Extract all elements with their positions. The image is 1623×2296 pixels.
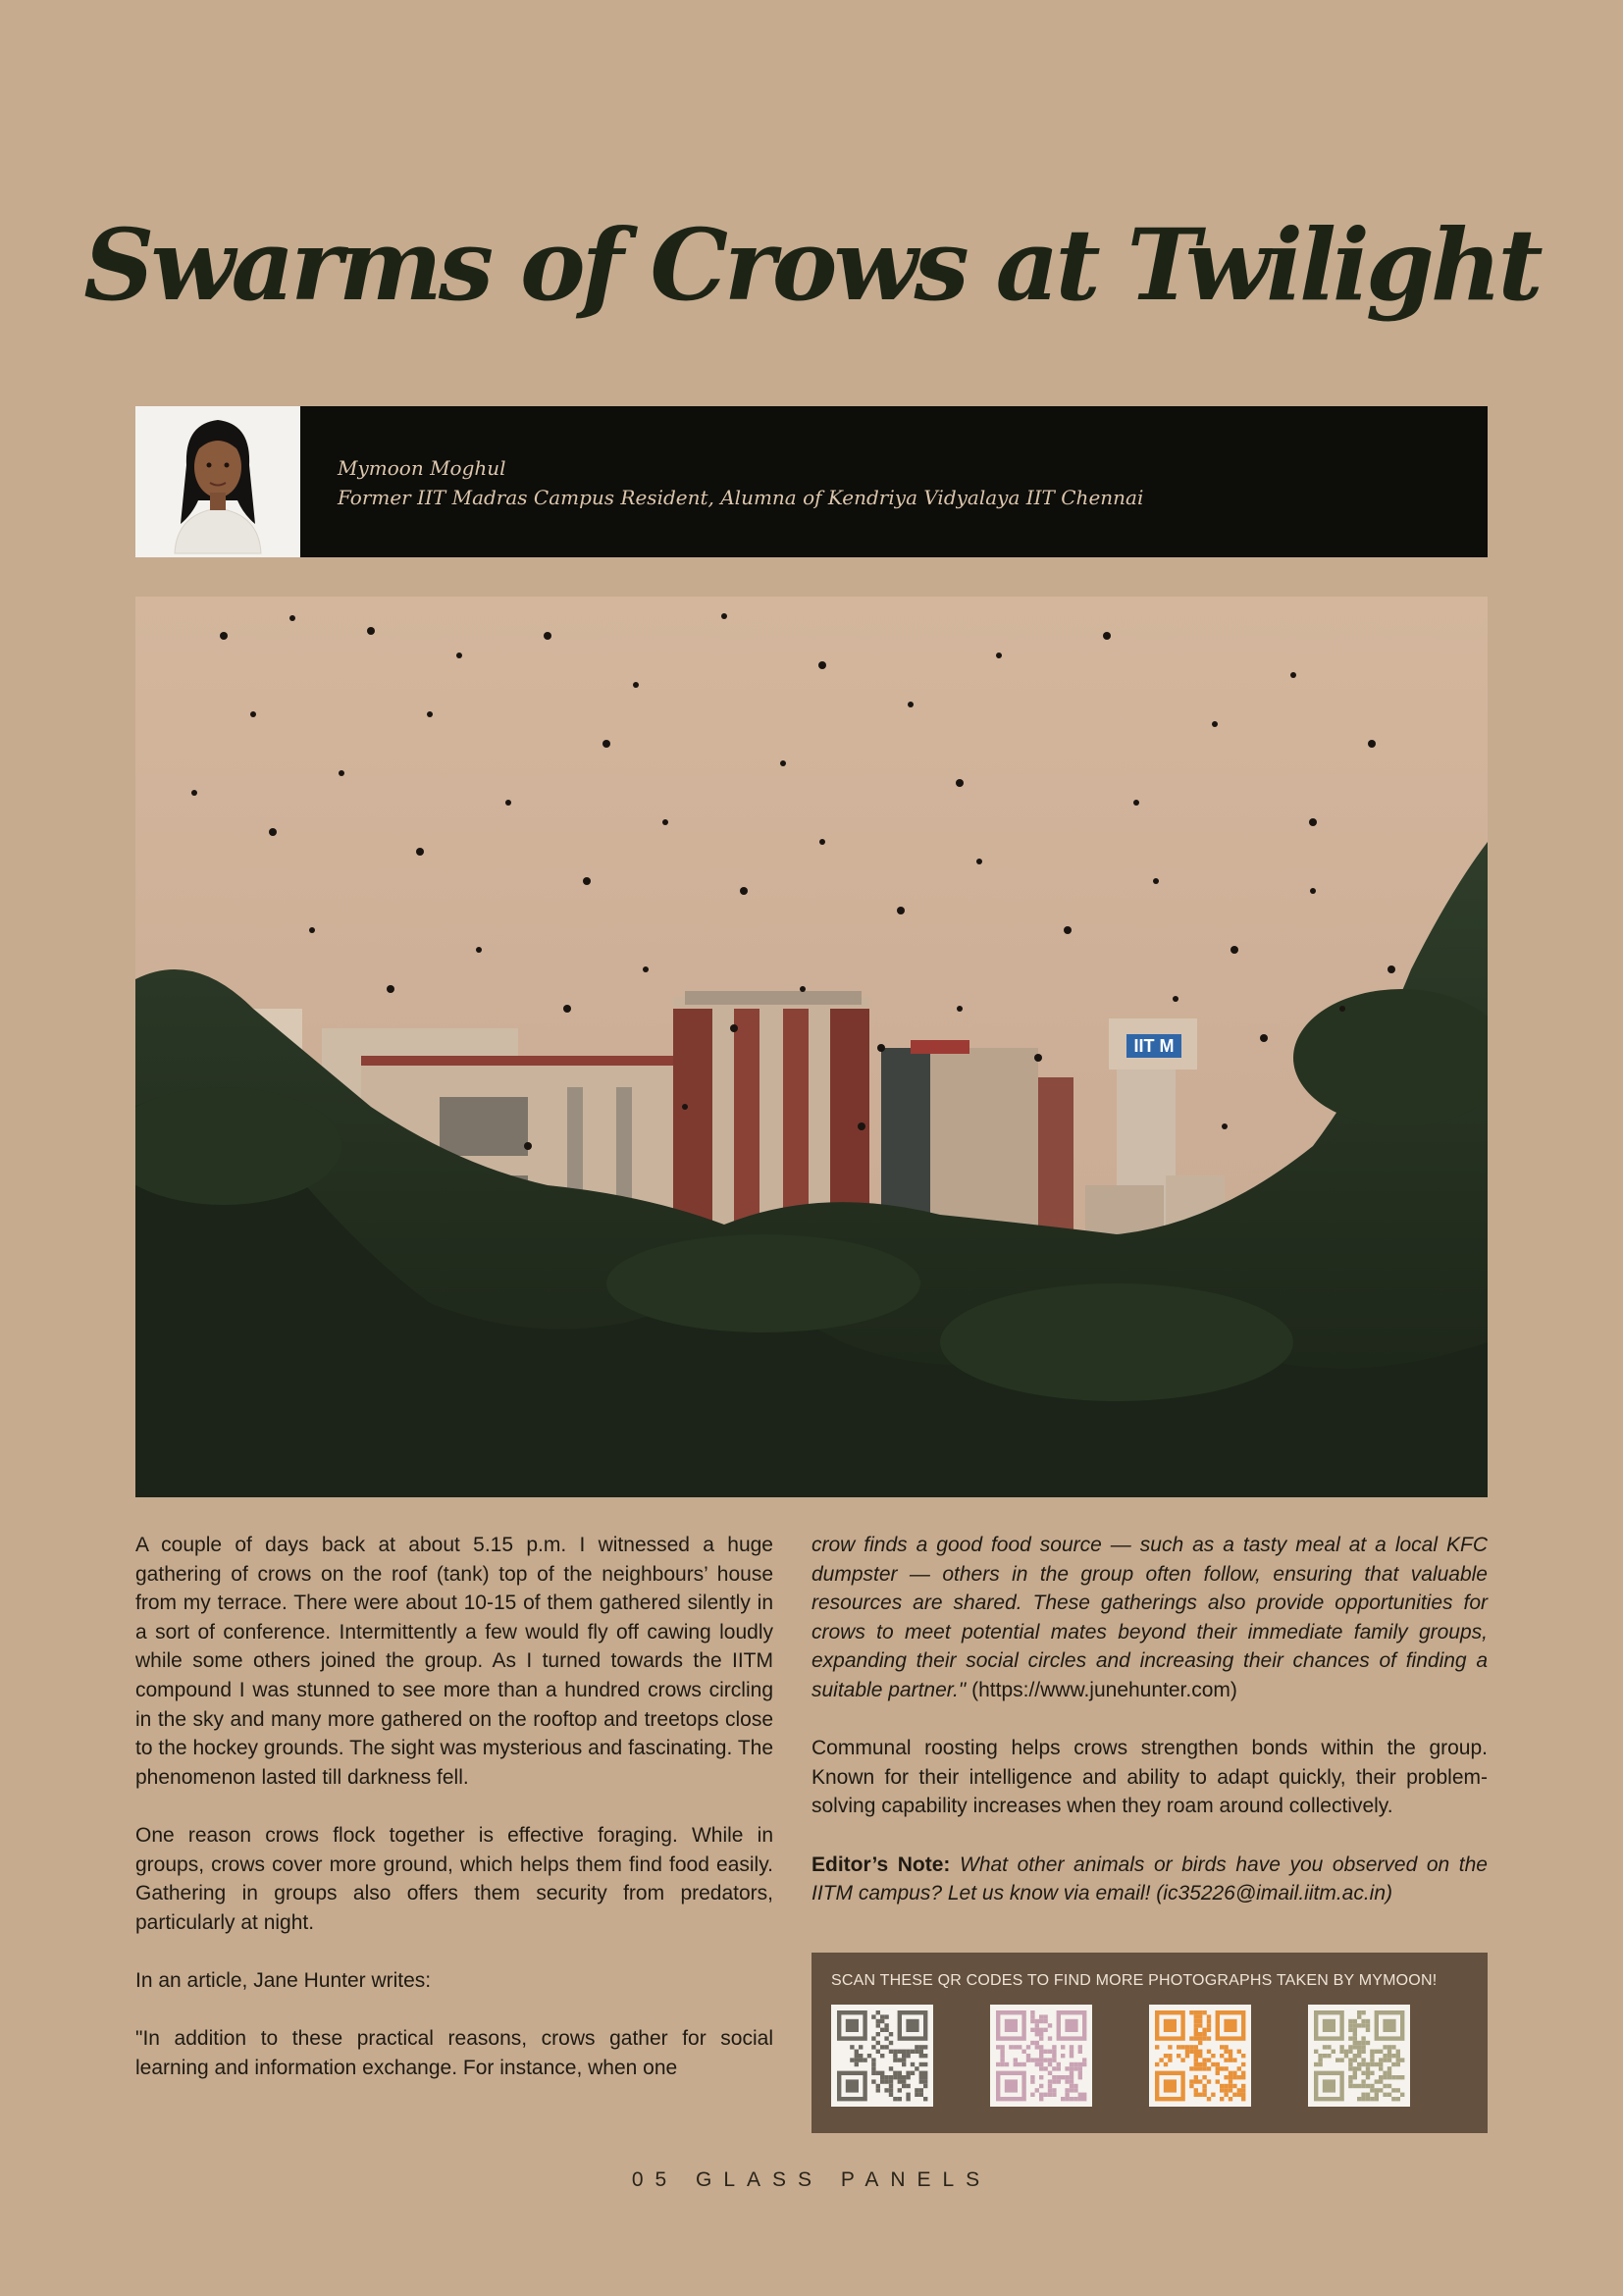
author-bar xyxy=(135,406,1488,557)
editor-note xyxy=(812,1851,1488,1908)
paragraph-5: Communal roosting helps crows strengthen bonds within the group. Known for their intelligence and ability to adapt quickly, their problem-solving capability increases when they roam around collectively. xyxy=(812,1737,1488,1818)
paragraph-4: "In addition to these practical reasons, crows gather for social learning and information exchange. For instance, when one xyxy=(135,2027,773,2079)
paragraph-2: One reason crows flock together is effective foraging. While in groups, crows cover more ground, which helps them find food easily. Gathering in groups also offers them security from predators, particularly at night. xyxy=(135,1823,773,1934)
crows-photo xyxy=(135,597,1488,1497)
article-left-column xyxy=(135,1531,773,2082)
qr-code-1[interactable] xyxy=(831,2005,933,2107)
page-title: Swarms of Crows at Twilight xyxy=(83,207,1540,323)
qr-code-2[interactable] xyxy=(990,2005,1092,2107)
author-name: Mymoon Moghul xyxy=(338,456,506,480)
page-footer: 05 GLASS PANELS xyxy=(631,2168,992,2191)
paragraph-3: In an article, Jane Hunter writes: xyxy=(135,1968,432,1992)
qr-panel xyxy=(812,1953,1488,2133)
editor-note-text: What other animals or birds have you observed on the IITM campus? Let us know via email! (ic35226@imail.iitm.ac.in) xyxy=(812,1852,1488,1905)
editor-note-label: Editor’s Note: xyxy=(812,1852,951,1876)
author-avatar xyxy=(135,406,300,557)
quote-source: (https://www.junehunter.com) xyxy=(966,1678,1237,1701)
article-right-column xyxy=(812,1531,1488,1937)
quote-text: crow finds a good food source — such as a tasty meal at a local KFC dumpster — others in the group often follow, ensuring that valuable resources are shared. These gatherings also provide opportunities for crows to meet potential mates beyond their immediate family groups, expanding their social circles and increasing their chances of finding a suitable partner." xyxy=(812,1534,1488,1701)
quote-continuation xyxy=(812,1531,1488,1705)
tower-sign: IIT M xyxy=(1133,1036,1175,1056)
qr-code-4[interactable] xyxy=(1308,2005,1410,2107)
qr-caption: SCAN THESE QR CODES TO FIND MORE PHOTOGRAPHS TAKEN BY MYMOON! xyxy=(831,1972,1438,1989)
qr-code-3[interactable] xyxy=(1149,2005,1251,2107)
paragraph-1: A couple of days back at about 5.15 p.m. I witnessed a huge gathering of crows on the roof (tank) top of the neighbours’ house from my terrace. There were about 10-15 of them gathered silently in a sort of conference. Intermittently a few would fly off cawing loudly while some others joined the group. As I turned towards the IITM compound I was stunned to see more than a hundred crows circling in the sky and many more gathered on the rooftop and treetops close to the hockey grounds. The sight was mysterious and fascinating. The phenomenon lasted till darkness fell. xyxy=(135,1534,773,1789)
author-affiliation: Former IIT Madras Campus Resident, Alumna of Kendriya Vidyalaya IIT Chennai xyxy=(338,486,1144,509)
